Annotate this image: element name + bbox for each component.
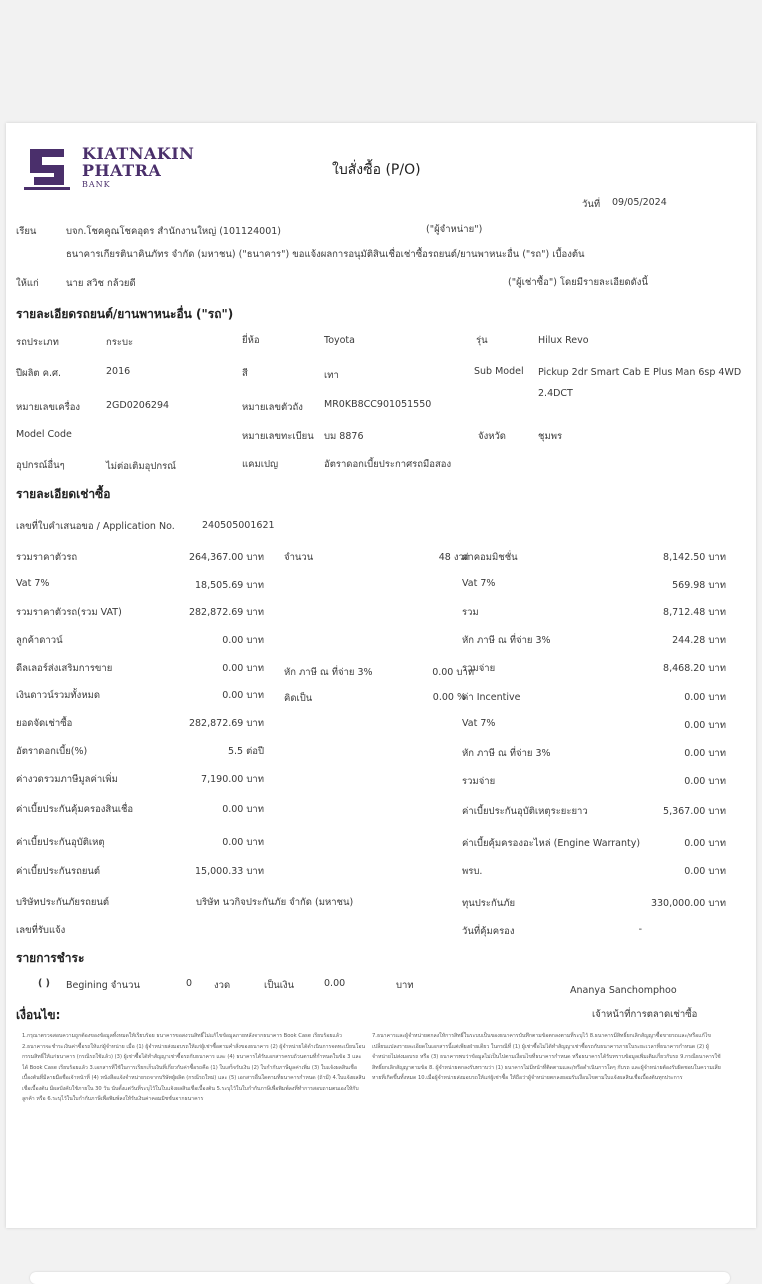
hire-left-value: 264,367.00 บาท	[188, 552, 264, 563]
hire-right-value: 569.98 บาท	[672, 580, 726, 591]
color-value: เทา	[324, 370, 339, 381]
hire-left-value: 0.00 บาท	[222, 804, 264, 815]
signer-role: เจ้าหน้าที่การตลาดเช่าซื้อ	[592, 1009, 698, 1020]
payment-paren: ( )	[38, 978, 50, 989]
date-value: 09/05/2024	[612, 197, 667, 208]
for-label: ให้แก่	[16, 278, 39, 289]
hire-left-label: ค่างวดรวมภาษีมูลค่าเพิ่ม	[16, 774, 118, 785]
hire-left-value: 18,505.69 บาท	[195, 580, 264, 591]
hire-left-label: ค่าเบี้ยประกันคุ้มครองสินเชื่อ	[16, 804, 134, 815]
hire-left-label: Vat 7%	[16, 578, 50, 589]
hire-left-label: ค่าเบี้ยประกันรถยนต์	[16, 866, 101, 877]
model-value: Hilux Revo	[538, 335, 589, 346]
province-value: ชุมพร	[538, 431, 563, 442]
amount-label: เป็นเงิน	[264, 980, 295, 991]
hire-right-label: ค่า Incentive	[462, 692, 521, 703]
to-label: เรียน	[16, 226, 37, 237]
hire-right-value: 5,367.00 บาท	[663, 806, 726, 817]
conditions-title: เงื่อนไข:	[16, 1008, 61, 1022]
hire-right-label: รวมจ่าย	[462, 776, 496, 787]
hire-right-value: -	[638, 924, 642, 935]
payment-section-title: รายการชำระ	[16, 951, 85, 965]
accessory-value: ไม่ต่อเติมอุปกรณ์	[106, 461, 176, 472]
plate-label: หมายเลขทะเบียน	[242, 431, 314, 442]
vehicle-section-title: รายละเอียดรถยนต์/ยานพาหนะอื่น ("รถ")	[16, 307, 234, 321]
hire-right-value: 244.28 บาท	[672, 635, 726, 646]
hire-right-label: ค่าเบี้ยประกันอุบัติเหตุระยะยาว	[462, 806, 588, 817]
buyer-tag: ("ผู้เช่าซื้อ") โดยมีรายละเอียดดังนี้	[508, 277, 648, 288]
hire-left-label: เงินดาวน์รวมทั้งหมด	[16, 690, 101, 701]
hire-left-label: รวมราคาตัวรถ	[16, 552, 78, 563]
hire-left-value: 0.00 บาท	[222, 837, 264, 848]
bank-logo	[82, 145, 194, 189]
hire-right-value: 8,142.50 บาท	[663, 552, 726, 563]
begin-count: 0	[186, 978, 193, 989]
campaign-value: อัตราดอกเบี้ยประกาศรถมือสอง	[324, 459, 452, 470]
conditions-right-text: 7.ธนาคารและผู้จำหน่ายตกลงให้การสิทธิ์ในระบบเป็นของธนาคารบันทึกตามข้อตกลงตามที่ระบุไว้ 8.ธนาคารมีสิทธิ์ยกเลิกสัญญาซื้อขายรถและ/หรือแก้ไขเปลี่ยนแปลงรายละเอียดในเอกสารนี้แต่เพียงฝ่ายเดียว ในกรณีที่ (1) ผู้เช่าซื้อไม่ได้ทำสัญญาเช่าซื้อรถกับธนาคารภายในระยะเวลาที่ธนาคารกำหนด (2) ผู้จำหน่ายไม่ส่งมอบรถ หรือ (3) ธนาคารพบว่าข้อมูลไม่เป็นไปตามเงื่อนไขที่ธนาคารกำหนด หรือธนาคารได้รับทราบข้อมูลเพิ่มเติมเกี่ยวกับรถ 9.กรณีธนาคารใช้สิทธิ์ยกเลิกสัญญาตามข้อ 8. ผู้จำหน่ายตกลงรับทราบว่า (1) ธนาคารไม่มีหน้าที่ติดตามและ/หรือดำเนินการใดๆ กับรถ และผู้จำหน่ายต้องรับผิดชอบในความเสียหายที่เกิดขึ้นทั้งหมด 10.เมื่อผู้จำหน่ายส่งมอบรถให้แก่ผู้เช่าซื้อ ให้ถือว่าผู้จำหน่ายตกลงยอมรับเงื่อนไขตามใบแจ้งผลสินเชื่อเบื้องต้นทุกประการ	[372, 1033, 721, 1081]
bank-name-line2: PHATRA	[82, 161, 162, 180]
hire-right-label: ค่าเบี้ยคุ้มครองอะไหล่ (Engine Warranty)	[462, 838, 641, 849]
hire-left-label: ค่าเบี้ยประกันอุบัติเหตุ	[16, 837, 105, 848]
hire-right-label: พรบ.	[462, 866, 483, 877]
hire-right-label: ทุนประกันภัย	[462, 898, 516, 909]
application-no-label: เลขที่ใบคำเสนอขอ / Application No.	[16, 521, 175, 532]
year-label: ปีผลิต ค.ศ.	[16, 368, 62, 379]
hire-left-value: บริษัท นวกิจประกันภัย จำกัด (มหาชน)	[196, 897, 354, 908]
hire-section-title: รายละเอียดเช่าซื้อ	[16, 487, 111, 501]
hire-left-label: เลขที่รับแจ้ง	[16, 925, 66, 936]
signer-name: Ananya Sanchomphoo	[570, 985, 677, 996]
engine-no-value: 2GD0206294	[106, 400, 170, 411]
hire-right-value: 0.00 บาท	[684, 866, 726, 877]
conditions-left-text: 1.กรุณาตรวจสอบความถูกต้องของข้อมูลทั้งหมดให้เรียบร้อย ธนาคารขอสงวนสิทธิ์ไม่แก้ไขข้อมูลภายหลังจากธนาคาร Book Case เรียบร้อยแล้ว 2.ธนาคารจะชำระเงินค่าซื้อรถให้แก่ผู้จำหน่าย เมื่อ (1) ผู้จำหน่ายส่งมอบรถให้แก่ผู้เช่าซื้อตามคำสั่งของธนาคาร (2) ผู้จำหน่ายได้ดำเนินการจดทะเบียนโอนกรรมสิทธิ์ให้แก่ธนาคาร (กรณีรถใช้แล้ว) (3) ผู้เช่าซื้อได้ทำสัญญาเช่าซื้อรถกับธนาคาร และ (4) ธนาคารได้รับเอกสารครบถ้วนตามที่กำหนดในข้อ 3 และได้ Book Case เรียบร้อยแล้ว 3.เอกสารที่ใช้ในการเรียกเก็บเงินที่เกี่ยวกับค่าซื้อรถคือ (1) ใบเสร็จรับเงิน (2) ใบกำกับภาษีมูลค่าเพิ่ม (3) ใบแจ้งผลสินเชื่อเบื้องต้นที่มีลายมือชื่อเจ้าหน้าที่ (4) หนังสือแจ้งจำหน่ายรถจากบริษัทผู้ผลิต (กรณีรถใหม่) และ (5) เอกสารอื่นใดตามที่ธนาคารกำหนด (ถ้ามี) 4.ใบแจ้งผลสินเชื่อเบื้องต้น มีผลบังคับใช้ภายใน 30 วัน นับตั้งแต่วันที่ระบุไว้ในใบแจ้งผลสินเชื่อเบื้องต้น 5.ระบุไว้ในใบกำกับภาษีเพื่อพิมพ์ลงที่ทำการสอบถามตนเองให้กับลูกค้า หรือ 6.ระบุไว้ในใบกำกับภาษีเพื่อพิมพ์ลงให้รับเงินค่าคอมมิชชั่นจากธนาคาร	[22, 1033, 366, 1102]
bottom-bar	[30, 1272, 730, 1284]
bank-name-line3: BANK	[82, 180, 111, 189]
vehicle-type-label: รถประเภท	[16, 337, 59, 348]
hire-right-value: 330,000.00 บาท	[650, 898, 726, 909]
hire-right-value: 0.00 บาท	[684, 692, 726, 703]
amount-currency: บาท	[396, 980, 414, 991]
pct-value: 0.00 %	[432, 692, 466, 703]
dealer-tag: ("ผู้จำหน่าย")	[426, 224, 483, 235]
hire-right-value: 0.00 บาท	[684, 748, 726, 759]
hire-right-label: Vat 7%	[462, 578, 496, 589]
chassis-no-label: หมายเลขตัวถัง	[242, 402, 303, 413]
hire-left-value: 282,872.69 บาท	[188, 718, 264, 729]
hire-left-label: อัตราดอกเบี้ย(%)	[16, 746, 88, 757]
term-label: จำนวน	[284, 552, 314, 563]
for-value: นาย สวิช กล้วยดี	[66, 278, 136, 289]
hire-right-value: 8,468.20 บาท	[663, 663, 726, 674]
term-value: 48 งวด	[438, 552, 470, 563]
chassis-no-value: MR0KB8CC901051550	[324, 399, 432, 410]
hire-right-label: รวมจ่าย	[462, 663, 496, 674]
model-label: รุ่น	[476, 335, 488, 346]
hire-left-value: 15,000.33 บาท	[195, 866, 264, 877]
bank-name-line1: KIATNAKIN	[82, 144, 195, 163]
hire-left-value: 0.00 บาท	[222, 690, 264, 701]
hire-left-value: 0.00 บาท	[222, 635, 264, 646]
hire-right-label: ค่าคอมมิชชั่น	[462, 552, 518, 563]
hire-right-label: หัก ภาษี ณ ที่จ่าย 3%	[462, 748, 551, 759]
year-value: 2016	[106, 366, 131, 377]
hire-left-label: บริษัทประกันภัยรถยนต์	[16, 897, 110, 908]
hire-right-value: 0.00 บาท	[684, 720, 726, 731]
hire-right-label: วันที่คุ้มครอง	[462, 926, 515, 937]
to-value: บจก.โชคคูณโชคอุดร สำนักงานใหญ่ (101124001)	[66, 226, 282, 237]
brand-label: ยี่ห้อ	[242, 335, 260, 346]
hire-left-label: ลูกค้าดาวน์	[16, 635, 63, 646]
hire-right-value: 0.00 บาท	[684, 838, 726, 849]
hire-right-value: 0.00 บาท	[684, 776, 726, 787]
model-code-label: Model Code	[16, 429, 72, 440]
vehicle-type-value: กระบะ	[106, 337, 134, 348]
hire-left-value: 282,872.69 บาท	[188, 607, 264, 618]
hire-left-value: 5.5 ต่อปี	[227, 746, 264, 757]
bank-logo-icon	[24, 145, 74, 191]
hire-right-label: หัก ภาษี ณ ที่จ่าย 3%	[462, 635, 551, 646]
campaign-label: แคมเปญ	[242, 459, 279, 470]
hire-left-value: 0.00 บาท	[222, 663, 264, 674]
hire-right-label: รวม	[462, 607, 479, 618]
hire-right-value: 8,712.48 บาท	[663, 607, 726, 618]
purchase-order-document	[6, 123, 756, 1228]
mid-wht-label: หัก ภาษี ณ ที่จ่าย 3%	[284, 667, 373, 678]
hire-left-label: รวมราคาตัวรถ(รวม VAT)	[16, 607, 122, 618]
engine-no-label: หมายเลขเครื่อง	[16, 402, 81, 413]
amount-value: 0.00	[324, 978, 346, 989]
province-label: จังหวัด	[478, 431, 506, 442]
accessory-label: อุปกรณ์อื่นๆ	[16, 460, 65, 471]
hire-left-label: ยอดจัดเช่าซื้อ	[16, 718, 73, 729]
brand-value: Toyota	[324, 335, 355, 346]
application-no-value: 240505001621	[202, 520, 275, 531]
plate-value: บม 8876	[324, 431, 364, 442]
color-label: สี	[242, 368, 248, 379]
pct-label: คิดเป็น	[284, 693, 313, 704]
submodel-value: Pickup 2dr Smart Cab E Plus Man 6sp 4WD	[538, 367, 742, 378]
submodel-value-cont: 2.4DCT	[538, 388, 573, 399]
hire-left-label: ดีลเลอร์ส่งเสริมการขาย	[16, 663, 113, 674]
submodel-label: Sub Model	[474, 366, 524, 377]
mid-wht-value: 0.00 บาท	[432, 667, 474, 678]
begin-unit: งวด	[214, 980, 231, 991]
hire-right-label: Vat 7%	[462, 718, 496, 729]
hire-left-value: 7,190.00 บาท	[201, 774, 264, 785]
begin-label: Begining จำนวน	[66, 980, 140, 991]
intro-text: ธนาคารเกียรตินาคินภัทร จำกัด (มหาชน) ("ธนาคาร") ขอแจ้งผลการอนุมัติสินเชื่อเช่าซื้อรถยนต์/ยานพาหนะอื่น ("รถ") เบื้องต้น	[66, 249, 585, 260]
document-title: ใบสั่งซื้อ (P/O)	[332, 162, 421, 178]
date-label: วันที่	[582, 199, 601, 210]
